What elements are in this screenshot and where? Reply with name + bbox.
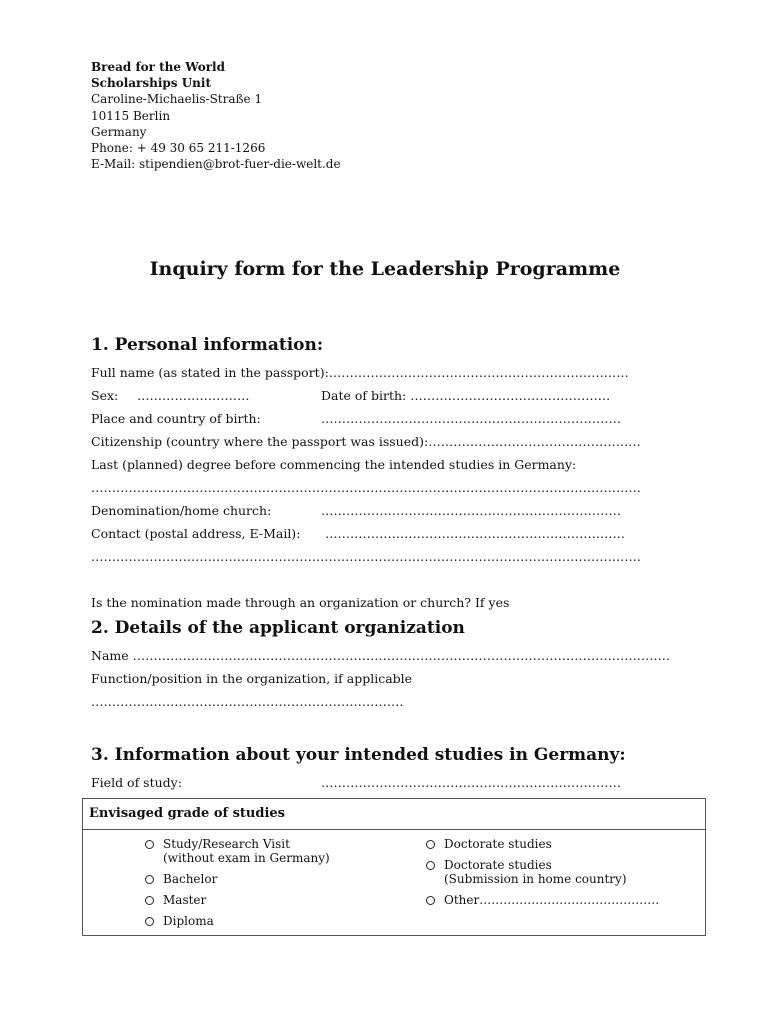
citizenship-field[interactable]: Citizenship (country where the passport was issued):…………………………………………… (91, 434, 641, 449)
place-of-birth-label: Place and country of birth: (91, 411, 261, 426)
option-label: Master (163, 893, 207, 907)
address-street: Caroline-Michaelis-Straße 1 (91, 92, 263, 107)
section1-heading: 1. Personal information: (91, 335, 324, 355)
degree-label: Last (planned) degree before commencing the intended studies in Germany: (91, 457, 577, 472)
field-of-study-field[interactable]: ……………………………………………………………… (321, 775, 621, 790)
radio-icon[interactable] (426, 896, 435, 905)
sender-address (91, 59, 341, 172)
address-phone: Phone: + 49 30 65 211-1266 (91, 141, 266, 156)
radio-icon[interactable] (426, 840, 435, 849)
address-email: E-Mail: stipendien@brot-fuer-die-welt.de (91, 157, 341, 172)
sex-label: Sex: (91, 388, 119, 403)
date-of-birth-field[interactable]: Date of birth: ………………………………………… (321, 388, 611, 403)
section3-heading: 3. Information about your intended studies in Germany: (91, 745, 626, 765)
option-sublabel: (without exam in Germany) (163, 851, 330, 865)
section2-heading: 2. Details of the applicant organization (91, 618, 465, 638)
degree-field[interactable]: …………………………………………………………………………………………………………………… (91, 480, 641, 495)
contact-field-line2[interactable]: …………………………………………………………………………………………………………………… (91, 549, 641, 564)
radio-icon[interactable] (145, 840, 154, 849)
function-field[interactable]: ………………………………………………………………… (91, 694, 404, 709)
address-country: Germany (91, 124, 147, 139)
full-name-field[interactable]: Full name (as stated in the passport):……………………………………………………………… (91, 365, 629, 380)
sex-field[interactable]: ……………………… (137, 388, 250, 403)
nomination-question: Is the nomination made through an organization or church? If yes (91, 595, 510, 610)
place-of-birth-field[interactable]: ……………………………………………………………… (321, 411, 621, 426)
function-label: Function/position in the organization, if applicable (91, 671, 413, 686)
address-city: 10115 Berlin (91, 108, 171, 123)
address-unit: Scholarships Unit (91, 76, 212, 91)
denomination-label: Denomination/home church: (91, 503, 272, 518)
option-label: Doctorate studies (444, 837, 552, 851)
option-label: Doctorate studies (444, 858, 552, 872)
radio-icon[interactable] (145, 896, 154, 905)
option-label: Other……………………………………… (444, 893, 660, 907)
contact-label: Contact (postal address, E-Mail): (91, 526, 301, 541)
radio-icon[interactable] (145, 875, 154, 884)
field-of-study-label: Field of study: (91, 775, 182, 790)
org-name-field[interactable]: Name ………………………………………………………………………………………………………………… (91, 648, 671, 663)
grade-table-header-text: Envisaged grade of studies (89, 806, 286, 821)
grade-table-header (83, 799, 705, 830)
contact-field[interactable]: ……………………………………………………………… (325, 526, 625, 541)
address-org: Bread for the World (91, 60, 225, 74)
form-title: Inquiry form for the Leadership Programme (149, 258, 621, 280)
option-label: Diploma (163, 914, 214, 928)
denomination-field[interactable]: ……………………………………………………………… (321, 503, 621, 518)
grade-of-studies-table (82, 798, 706, 936)
radio-icon[interactable] (145, 917, 154, 926)
option-sublabel: (Submission in home country) (444, 872, 627, 886)
option-label: Study/Research Visit (163, 837, 290, 851)
radio-icon[interactable] (426, 861, 435, 870)
option-label: Bachelor (163, 872, 218, 886)
